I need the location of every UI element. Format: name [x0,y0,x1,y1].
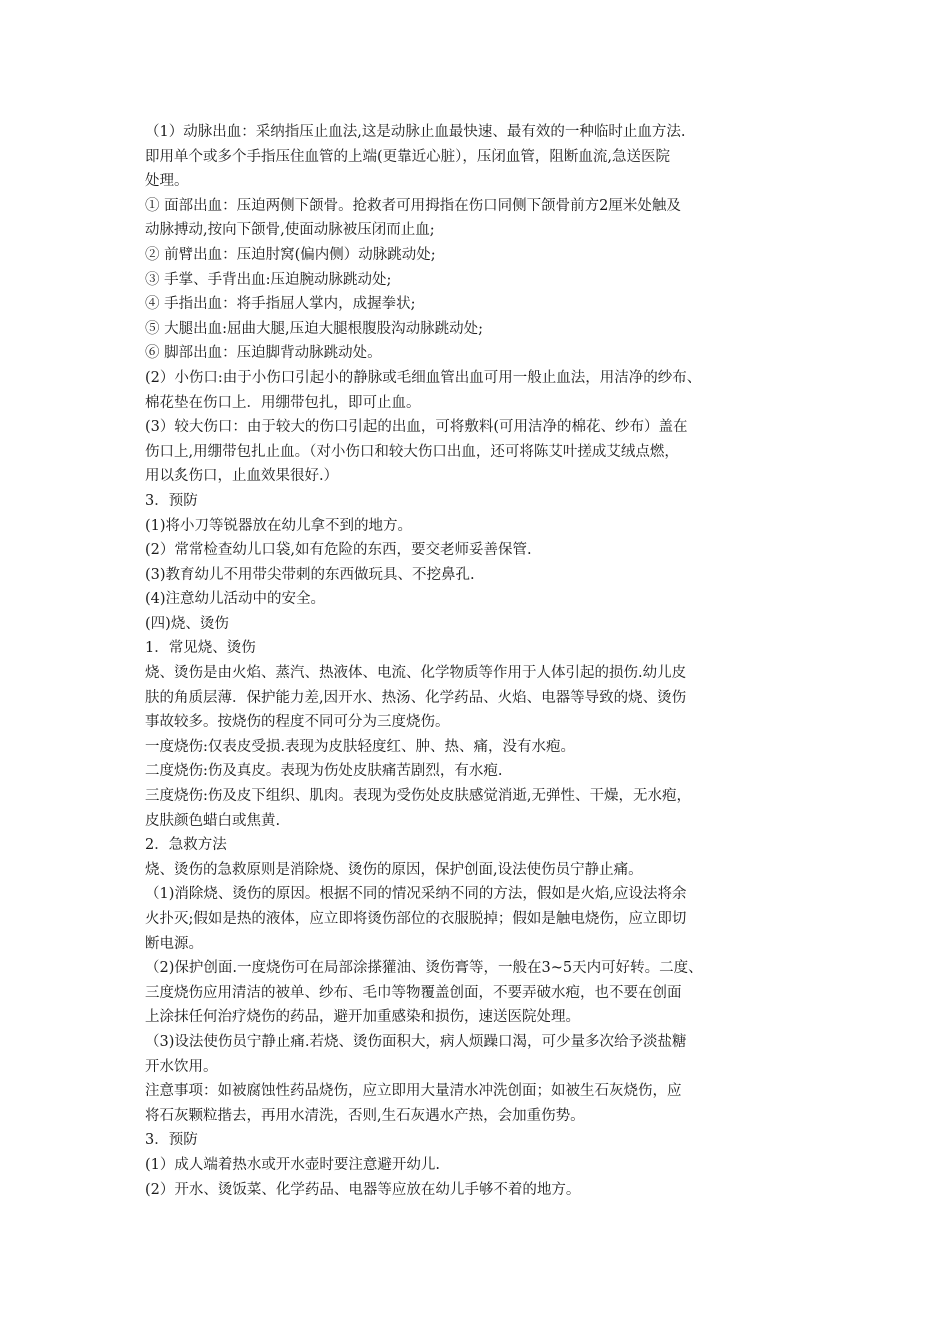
text-line: 火扑灭;假如是热的液体，应立即将烫伤部位的衣服脱掉；假如是触电烧伤，应立即切 [145,911,687,927]
text-line: (4)注意幼儿活动中的安全。 [145,591,326,608]
text-line: （3)设法使伤员宁静止痛.若烧、烫伤面积大，病人烦躁口渴，可少量多次给予淡盐糖 [145,1033,687,1050]
text-line: 上涂抹任何治疗烧伤的药品，避开加重感染和损伤，速送医院处理。 [145,1009,580,1026]
section-heading: 3．预防 [145,492,198,509]
text-line: 伤口上,用绷带包扎止血。（对小伤口和较大伤口出血，还可将陈艾叶搓成艾绒点燃， [145,443,679,460]
text-line: 动脉搏动,按向下颌骨,使面动脉被压闭而止血; [145,222,435,239]
section-heading: 1．常见烧、烫伤 [145,640,256,657]
section-heading: 2．急救方法 [145,837,227,854]
text-line: 烧、烫伤的急救原则是消除烧、烫伤的原因，保护创面,设法使伤员宁静止痛。 [145,861,643,878]
text-line: (3）较大伤口：由于较大的伤口引起的出血，可将敷料(可用洁净的棉花、纱布）盖在 [145,419,688,436]
text-line: 注意事项：如被腐蚀性药品烧伤，应立即用大量清水冲洗创面；如被生石灰烧伤，应 [145,1083,682,1100]
text-line: 处理。 [145,173,189,190]
text-line: ⑤ 大腿出血:屈曲大腿,压迫大腿根腹股沟动脉跳动处; [145,320,483,337]
text-line: 烧、烫伤是由火焰、蒸汽、热液体、电流、化学物质等作用于人体引起的损伤.幼儿皮 [145,665,687,682]
text-line: 将石灰颗粒揩去，再用水清洗，否则,生石灰遇水产热，会加重伤势。 [145,1107,585,1124]
text-line: ① 面部出血：压迫两侧下颌骨。抢救者可用拇指在伤口同侧下颌骨前方2厘米处触及 [145,197,681,214]
text-line: (2）常常检查幼儿口袋,如有危险的东西，要交老师妥善保管. [145,542,532,559]
text-line: 开水饮用。 [145,1058,218,1075]
text-line: 一度烧伤:仅表皮受损.表现为皮肤轻度红、肿、热、痛，没有水疱。 [145,738,575,755]
text-line: 用以炙伤口，止血效果很好.） [145,468,339,485]
text-line: (2）开水、烫饭菜、化学药品、电器等应放在幼儿手够不着的地方。 [145,1181,581,1198]
text-line: 事故较多。按烧伤的程度不同可分为三度烧伤。 [145,714,450,731]
text-line: （1）动脉出血：采纳指压止血法,这是动脉止血最快速、最有效的一种临时止血方法. [145,124,686,140]
section-heading: 3．预防 [145,1132,198,1149]
text-line: ③ 手掌、手背出血:压迫腕动脉跳动处; [145,271,392,288]
text-line: 二度烧伤:伤及真皮。表现为伤处皮肤痛苦剧烈，有水疱. [145,763,503,780]
text-line: 棉花垫在伤口上．用绷带包扎，即可止血。 [145,394,421,411]
text-line: 皮肤颜色蜡白或焦黄. [145,812,281,829]
text-line: 断电源。 [145,935,203,952]
text-line: ⑥ 脚部出血：压迫脚背动脉跳动处。 [145,345,382,362]
text-line: (3)教育幼儿不用带尖带刺的东西做玩具、不挖鼻孔. [145,566,475,583]
text-line: 肤的角质层薄．保护能力差,因开水、热汤、化学药品、火焰、电器等导致的烧、烫伤 [145,689,687,706]
document-body [145,120,820,1202]
text-line: ② 前臂出血：压迫肘窝(偏内侧）动脉跳动处; [145,246,436,263]
text-line: (2）小伤口:由于小伤口引起小的静脉或毛细血管出血可用一般止血法，用洁净的纱布、 [145,369,702,386]
text-line: ④ 手指出血：将手指屈人掌内，成握拳状; [145,296,416,313]
text-line: 即用单个或多个手指压住血管的上端(更靠近心脏），压闭血管，阻断血流,急送医院 [145,148,671,165]
text-line: 三度烧伤:伤及皮下组织、肌肉。表现为受伤处皮肤感觉消逝,无弹性、干燥，无水疱， [145,788,691,805]
text-line: (1)将小刀等锐器放在幼儿拿不到的地方。 [145,517,413,534]
section-heading: (四)烧、烫伤 [145,615,229,632]
text-line: （2)保护创面.一度烧伤可在局部涂搽獾油、烫伤膏等，一般在3~5天内可好转。二度、 [145,960,703,977]
text-line: (1）成人端着热水或开水壶时要注意避开幼儿. [145,1156,440,1173]
text-line: （1)消除烧、烫伤的原因。根据不同的情况采纳不同的方法，假如是火焰,应设法将余 [145,886,687,903]
text-line: 三度烧伤应用清洁的被单、纱布、毛巾等物覆盖创面，不要弄破水疱，也不要在创面 [145,984,682,1001]
